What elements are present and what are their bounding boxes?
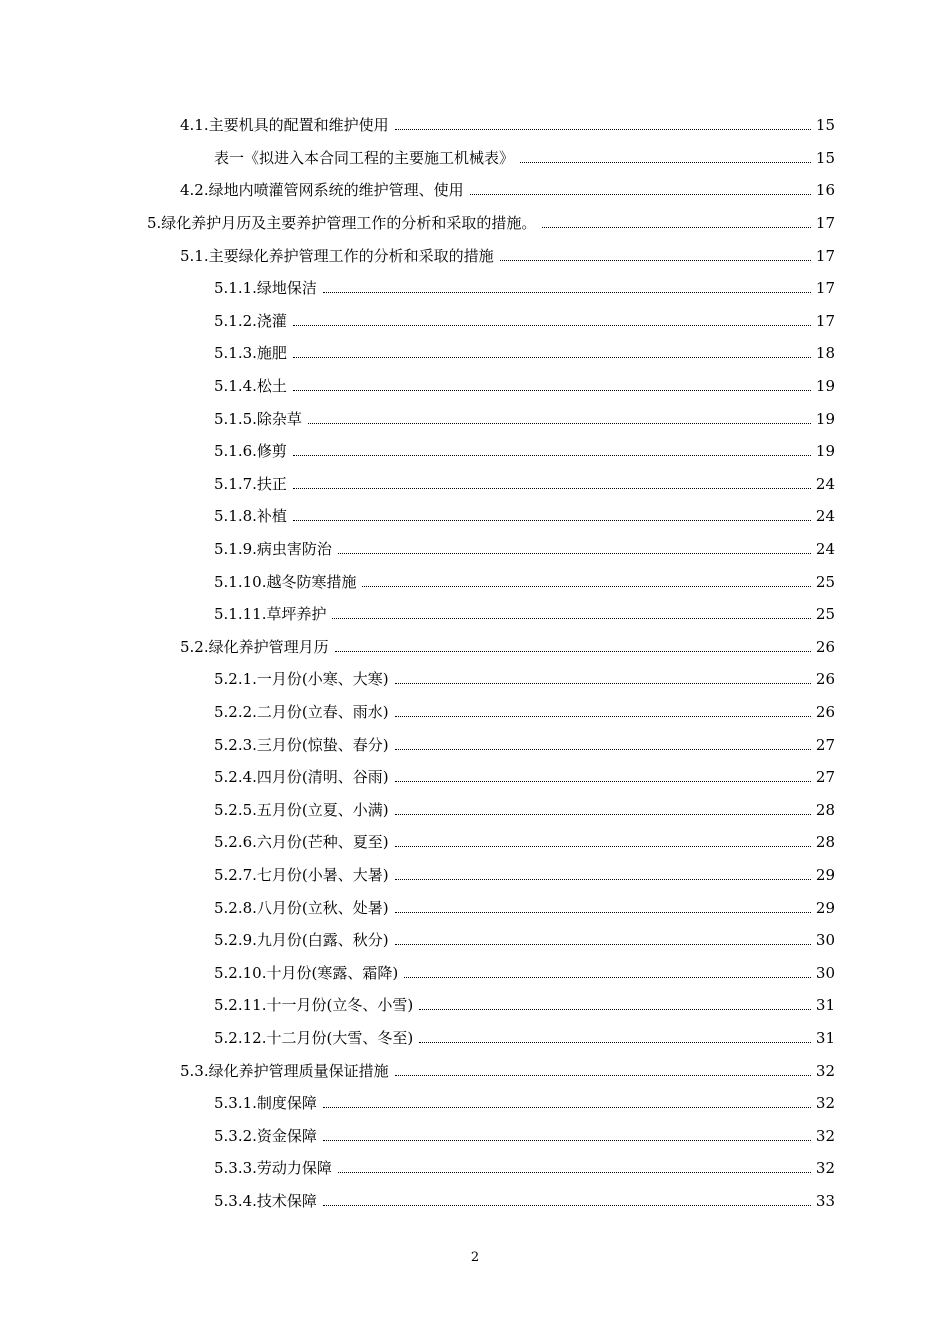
toc-entry-page: 29 (815, 898, 835, 917)
toc-entry[interactable] (0, 1152, 950, 1185)
toc-entry-page: 18 (815, 344, 835, 363)
toc-entry-title: 5.1.11.草坪养护 (214, 605, 327, 624)
toc-entry-title: 5.3.2.资金保障 (214, 1126, 317, 1145)
toc-dot-leader (293, 474, 811, 494)
toc-entry[interactable] (0, 859, 950, 892)
toc-dot-leader (395, 669, 811, 689)
toc-dot-leader (362, 572, 811, 592)
toc-entry[interactable] (0, 402, 950, 435)
toc-entry-page: 19 (815, 377, 835, 396)
toc-entry-page: 19 (815, 409, 835, 428)
toc-entry[interactable] (0, 142, 950, 175)
toc-entry[interactable] (0, 500, 950, 533)
toc-entry-page: 17 (815, 246, 835, 265)
toc-dot-leader (395, 800, 811, 820)
toc-dot-leader (500, 246, 811, 266)
toc-dot-leader (395, 115, 811, 135)
toc-entry-page: 27 (815, 735, 835, 754)
toc-entry[interactable] (0, 598, 950, 631)
toc-entry-page: 27 (815, 768, 835, 787)
toc-dot-leader (470, 180, 811, 200)
toc-dot-leader (338, 539, 811, 559)
toc-entry[interactable] (0, 305, 950, 338)
toc-dot-leader (542, 213, 811, 233)
toc-entry-title: 5.1.7.扶正 (214, 474, 287, 493)
toc-entry-title: 5.1.4.松土 (214, 377, 287, 396)
toc-dot-leader (404, 963, 811, 983)
toc-entry-page: 24 (815, 540, 835, 559)
toc-entry-page: 25 (815, 605, 835, 624)
toc-entry-page: 33 (815, 1191, 835, 1210)
toc-entry-title: 5.2.4.四月份(清明、谷雨) (214, 768, 389, 787)
toc-entry[interactable] (0, 663, 950, 696)
toc-dot-leader (323, 1191, 811, 1211)
toc-entry[interactable] (0, 1119, 950, 1152)
page-number: 2 (470, 1250, 480, 1265)
toc-entry-title: 5.3.4.技术保障 (214, 1191, 317, 1210)
toc-entry-page: 31 (815, 996, 835, 1015)
toc-dot-leader (395, 735, 811, 755)
toc-entry-page: 26 (815, 670, 835, 689)
toc-entry[interactable] (0, 696, 950, 729)
toc-entry[interactable] (0, 1022, 950, 1055)
toc-entry-page: 24 (815, 507, 835, 526)
toc-dot-leader (338, 1158, 811, 1178)
toc-entry-page: 17 (815, 311, 835, 330)
toc-entry[interactable] (0, 239, 950, 272)
toc-entry-title: 5.2.11.十一月份(立冬、小雪) (214, 996, 414, 1015)
toc-entry-title: 5.1.8.补植 (214, 507, 287, 526)
toc-entry[interactable] (0, 826, 950, 859)
toc-entry-title: 5.2.5.五月份(立夏、小满) (214, 800, 389, 819)
toc-entry[interactable] (0, 272, 950, 305)
toc-entry-page: 24 (815, 474, 835, 493)
toc-entry-title: 5.2.6.六月份(芒种、夏至) (214, 833, 389, 852)
toc-entry[interactable] (0, 468, 950, 501)
toc-dot-leader (335, 637, 811, 657)
toc-entry[interactable] (0, 533, 950, 566)
toc-dot-leader (419, 995, 811, 1015)
toc-dot-leader (520, 148, 811, 168)
toc-entry-page: 16 (815, 181, 835, 200)
toc-dot-leader (395, 930, 811, 950)
toc-entry-title: 5.1.6.修剪 (214, 442, 287, 461)
toc-entry-page: 30 (815, 931, 835, 950)
toc-entry-title: 5.2.8.八月份(立秋、处暑) (214, 898, 389, 917)
toc-entry[interactable] (0, 109, 950, 142)
toc-entry[interactable] (0, 728, 950, 761)
toc-dot-leader (293, 343, 811, 363)
toc-entry-page: 32 (815, 1126, 835, 1145)
toc-entry[interactable] (0, 924, 950, 957)
toc-entry[interactable] (0, 956, 950, 989)
toc-entry-page: 19 (815, 442, 835, 461)
toc-entry[interactable] (0, 793, 950, 826)
toc-dot-leader (395, 898, 811, 918)
toc-entry-title: 5.2.1.一月份(小寒、大寒) (214, 670, 389, 689)
toc-dot-leader (323, 1126, 811, 1146)
table-of-contents (0, 109, 950, 1217)
toc-entry-page: 17 (815, 214, 835, 233)
toc-entry[interactable] (0, 435, 950, 468)
toc-entry-title: 5.1.主要绿化养护管理工作的分析和采取的措施 (180, 246, 494, 265)
toc-entry-title: 5.1.10.越冬防寒措施 (214, 572, 357, 591)
toc-dot-leader (293, 506, 811, 526)
toc-entry[interactable] (0, 631, 950, 664)
toc-entry-title: 5.1.5.除杂草 (214, 409, 302, 428)
toc-entry-title: 4.1.主要机具的配置和维护使用 (180, 116, 389, 135)
toc-dot-leader (395, 832, 811, 852)
toc-entry[interactable] (0, 1054, 950, 1087)
toc-entry-title: 5.3.3.劳动力保障 (214, 1159, 332, 1178)
toc-entry-title: 5.2.7.七月份(小暑、大暑) (214, 865, 389, 884)
toc-entry-title: 5.1.9.病虫害防治 (214, 540, 332, 559)
toc-entry[interactable] (0, 337, 950, 370)
toc-entry-page: 17 (815, 279, 835, 298)
toc-entry-page: 25 (815, 572, 835, 591)
toc-entry[interactable] (0, 989, 950, 1022)
toc-dot-leader (419, 1028, 811, 1048)
toc-entry[interactable] (0, 174, 950, 207)
toc-entry[interactable] (0, 891, 950, 924)
toc-entry-title: 5.2.2.二月份(立春、雨水) (214, 702, 389, 721)
toc-entry-title: 5.2.3.三月份(惊蛰、春分) (214, 735, 389, 754)
toc-entry[interactable] (0, 1185, 950, 1218)
toc-entry-page: 15 (815, 116, 835, 135)
toc-entry-page: 32 (815, 1061, 835, 1080)
toc-dot-leader (293, 376, 811, 396)
toc-dot-leader (395, 865, 811, 885)
toc-entry-page: 26 (815, 702, 835, 721)
toc-dot-leader (308, 409, 811, 429)
toc-entry-page: 30 (815, 963, 835, 982)
toc-dot-leader (332, 604, 811, 624)
toc-entry[interactable] (0, 370, 950, 403)
toc-entry-title: 5.1.1.绿地保洁 (214, 279, 317, 298)
toc-entry-title: 5.2.12.十二月份(大雪、冬至) (214, 1028, 414, 1047)
toc-dot-leader (395, 702, 811, 722)
toc-entry-title: 5.3.绿化养护管理质量保证措施 (180, 1061, 389, 1080)
toc-entry[interactable] (0, 565, 950, 598)
toc-entry-page: 32 (815, 1159, 835, 1178)
toc-entry-page: 26 (815, 637, 835, 656)
toc-entry-page: 29 (815, 865, 835, 884)
toc-entry-title: 5.1.2.浇灌 (214, 311, 287, 330)
toc-entry-page: 28 (815, 800, 835, 819)
toc-entry-title: 表一《拟进入本合同工程的主要施工机械表》 (214, 148, 515, 167)
toc-entry[interactable] (0, 1087, 950, 1120)
toc-entry-title: 5.3.1.制度保障 (214, 1094, 317, 1113)
toc-entry-title: 5.2.9.九月份(白露、秋分) (214, 931, 389, 950)
toc-entry-page: 15 (815, 148, 835, 167)
toc-dot-leader (293, 441, 811, 461)
toc-dot-leader (293, 311, 811, 331)
toc-entry-title: 5.2.10.十月份(寒露、霜降) (214, 963, 399, 982)
toc-entry[interactable] (0, 761, 950, 794)
toc-dot-leader (323, 1093, 811, 1113)
toc-entry-title: 5.2.绿化养护管理月历 (180, 637, 329, 656)
toc-entry-page: 32 (815, 1094, 835, 1113)
toc-entry-title: 5.绿化养护月历及主要养护管理工作的分析和采取的措施。 (147, 214, 537, 233)
toc-entry-title: 4.2.绿地内喷灌管网系统的维护管理、使用 (180, 181, 464, 200)
toc-dot-leader (323, 278, 811, 298)
toc-dot-leader (395, 1061, 811, 1081)
toc-entry[interactable] (0, 207, 950, 240)
toc-entry-title: 5.1.3.施肥 (214, 344, 287, 363)
toc-entry-page: 31 (815, 1028, 835, 1047)
toc-dot-leader (395, 767, 811, 787)
toc-entry-page: 28 (815, 833, 835, 852)
